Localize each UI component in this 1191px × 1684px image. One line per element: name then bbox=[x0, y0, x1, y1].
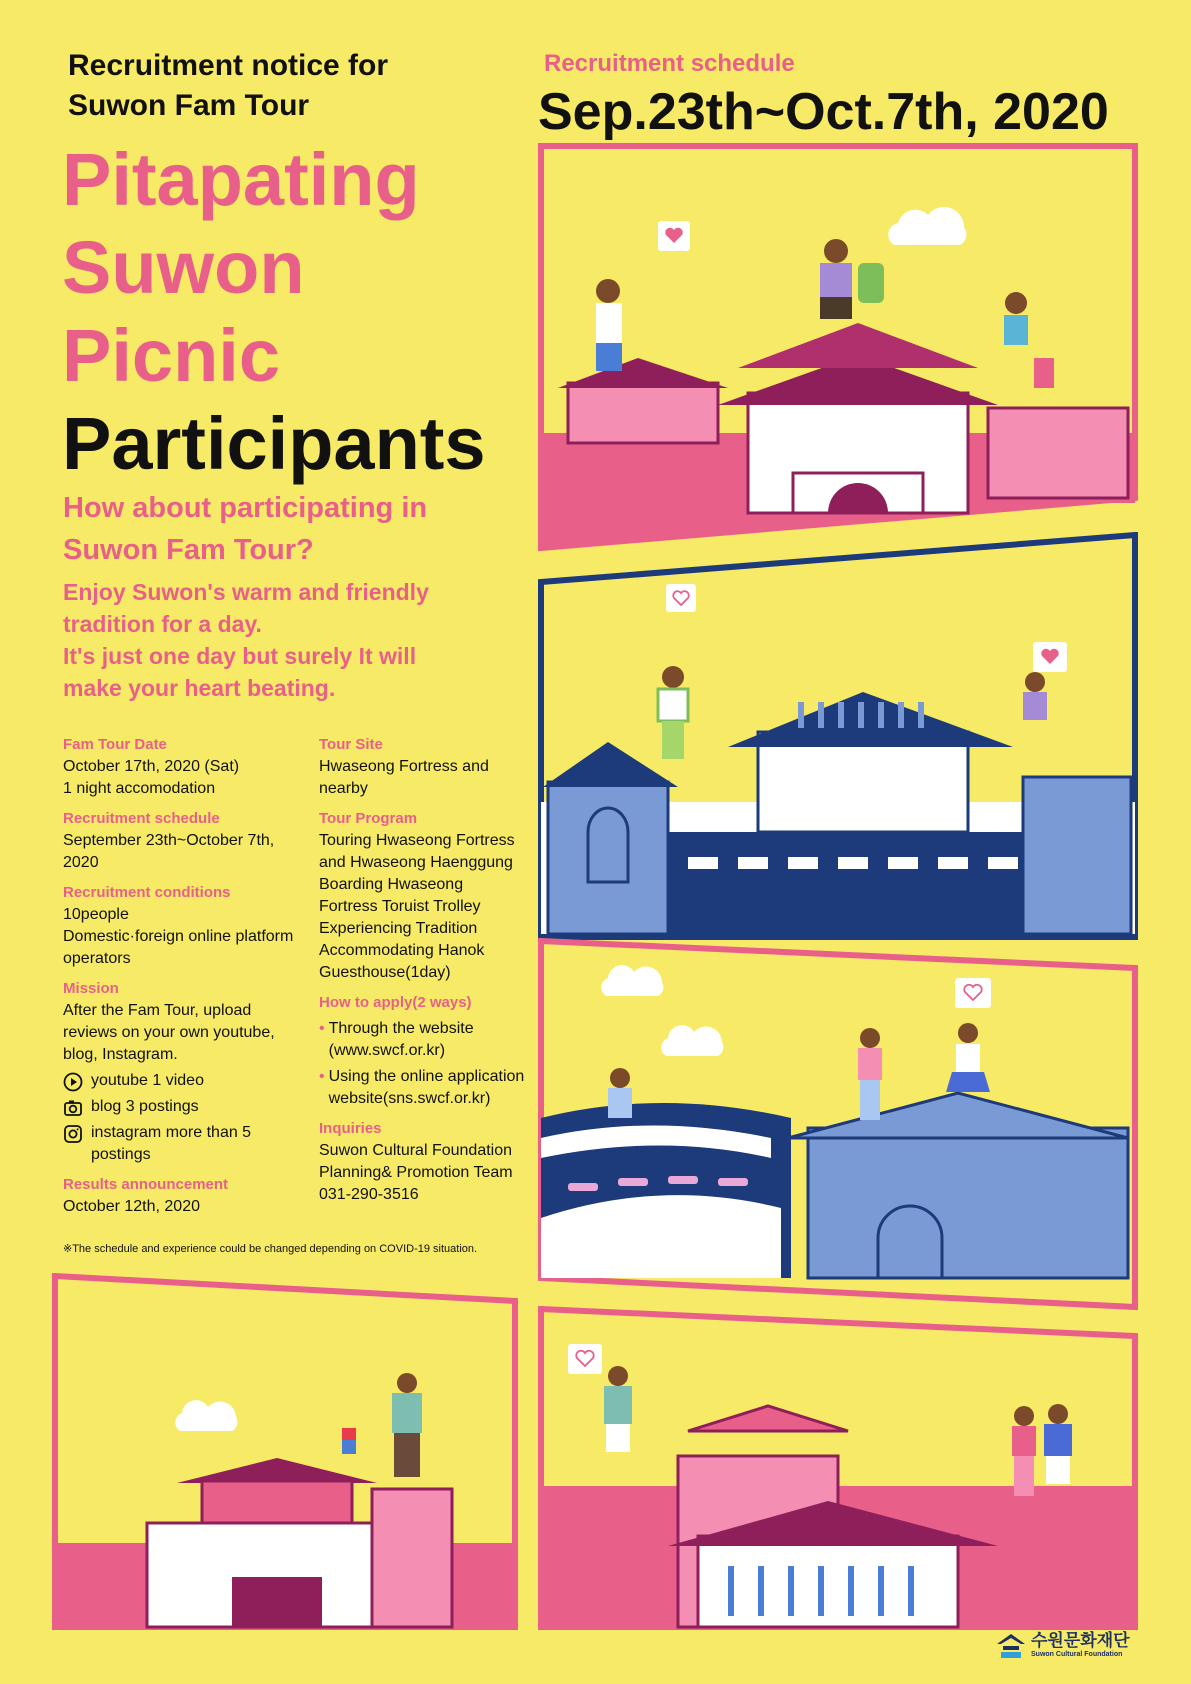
person-figure bbox=[608, 1068, 632, 1118]
heart-icon bbox=[568, 1344, 602, 1374]
illustration-panel-palace-magenta bbox=[538, 1306, 1138, 1630]
fam-tour-date-heading: Fam Tour Date bbox=[63, 736, 167, 753]
results-value: October 12th, 2020 bbox=[63, 1198, 200, 1215]
title-line-2: Suwon bbox=[62, 226, 305, 309]
apply-item-online: • Using the online application website(sns.swcf.or.kr) bbox=[319, 1066, 539, 1110]
tour-site-heading: Tour Site bbox=[319, 736, 383, 753]
title-line-4: Participants bbox=[62, 402, 486, 485]
person-figure bbox=[658, 666, 688, 759]
inquiries-heading: Inquiries bbox=[319, 1120, 382, 1137]
recruit-schedule-value: September 23th~October 7th, 2020 bbox=[63, 832, 275, 871]
covid-note: ※The schedule and experience could be changed depending on COVID-19 situation. bbox=[63, 1243, 478, 1255]
results-heading: Results announcement bbox=[63, 1176, 229, 1193]
mission-item-label: blog 3 postings bbox=[91, 1098, 199, 1115]
logo-english: Suwon Cultural Foundation bbox=[1031, 1650, 1123, 1658]
tour-program-value: Touring Hwaseong Fortress and Hwaseong Haenggung Boarding Hwaseong Fortress Toruist Trolley Experiencing Tradition Accommodating Hanok Guesthouse(1day) bbox=[319, 832, 515, 981]
person-figure bbox=[596, 279, 622, 371]
info-left-column bbox=[63, 734, 303, 1218]
mission-item-blog bbox=[63, 1096, 303, 1118]
person-figure bbox=[858, 1028, 882, 1120]
how-to-apply-heading: How to apply(2 ways) bbox=[319, 994, 472, 1011]
play-icon bbox=[63, 1072, 83, 1092]
mission-heading: Mission bbox=[63, 980, 119, 997]
foundation-logo bbox=[995, 1630, 1130, 1660]
heart-icon bbox=[666, 584, 696, 612]
title-line-1: Pitapating bbox=[62, 138, 420, 221]
instagram-icon bbox=[63, 1124, 83, 1144]
tour-site-value: Hwaseong Fortress and nearby bbox=[319, 758, 489, 797]
logo-korean: 수원문화재단 bbox=[1031, 1630, 1130, 1650]
recruit-conditions-heading: Recruitment conditions bbox=[63, 884, 231, 901]
apply-item-website: • Through the website (www.swcf.or.kr) bbox=[319, 1018, 539, 1062]
intro-body-4: make your heart beating. bbox=[63, 675, 336, 701]
heart-icon bbox=[658, 221, 690, 251]
recruit-conditions-value: 10people Domestic·foreign online platform operators bbox=[63, 906, 294, 967]
person-figure bbox=[1023, 672, 1047, 720]
illustration-panel-trolley bbox=[538, 938, 1138, 1310]
schedule-date: Sep.23th~Oct.7th, 2020 bbox=[538, 83, 1109, 141]
illustration-panel-palace-navy bbox=[538, 532, 1138, 942]
intro-body-2: tradition for a day. bbox=[63, 611, 262, 637]
tour-program-heading: Tour Program bbox=[319, 810, 418, 827]
mission-item-youtube bbox=[63, 1070, 303, 1092]
foundation-logo-mark bbox=[995, 1630, 1027, 1660]
schedule-label: Recruitment schedule bbox=[544, 50, 795, 77]
mission-item-instagram bbox=[63, 1122, 303, 1166]
apply-item-label: Through the website (www.swcf.or.kr) bbox=[328, 1020, 474, 1059]
intro-body-1: Enjoy Suwon's warm and friendly bbox=[63, 579, 429, 605]
info-right-column bbox=[319, 734, 539, 1206]
person-figure bbox=[1012, 1406, 1036, 1496]
heart-icon bbox=[955, 978, 991, 1008]
apply-item-label: Using the online application website(sns.swcf.or.kr) bbox=[328, 1068, 525, 1107]
intro-question-2: Suwon Fam Tour? bbox=[63, 534, 314, 566]
title-line-3: Picnic bbox=[62, 314, 280, 397]
camera-icon bbox=[63, 1098, 83, 1118]
mission-item-label: youtube 1 video bbox=[91, 1072, 204, 1089]
intro-body-3: It's just one day but surely It will bbox=[63, 643, 417, 669]
intro-question-1: How about participating in bbox=[63, 492, 428, 524]
mission-value: After the Fam Tour, upload reviews on your own youtube, blog, Instagram. bbox=[63, 1002, 275, 1063]
illustration-panel-palace-pink bbox=[538, 143, 1138, 553]
heart-icon bbox=[1033, 642, 1067, 672]
recruit-schedule-heading: Recruitment schedule bbox=[63, 810, 220, 827]
fam-tour-date-value: October 17th, 2020 (Sat) 1 night accomodation bbox=[63, 758, 240, 797]
illustration-panel-gate-white bbox=[52, 1273, 518, 1630]
mission-item-label: instagram more than 5 postings bbox=[91, 1124, 252, 1163]
inquiries-value: Suwon Cultural Foundation Planning& Promotion Team 031-290-3516 bbox=[319, 1142, 513, 1203]
notice-kicker: Recruitment notice for Suwon Fam Tour bbox=[68, 49, 389, 122]
